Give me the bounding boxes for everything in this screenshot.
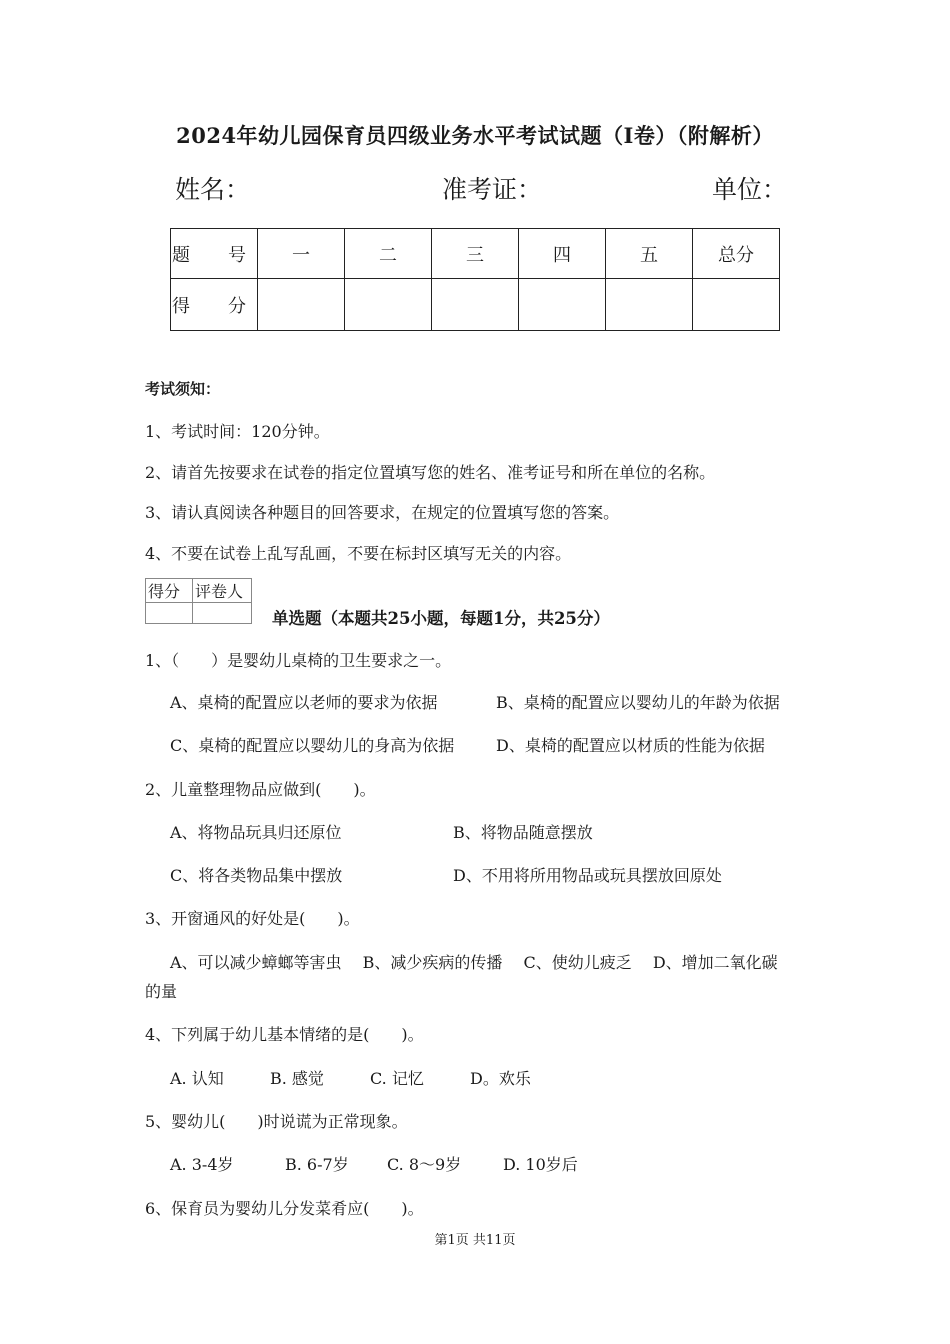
score-header-cell: 三 bbox=[432, 229, 519, 279]
notice-item: 1、考试时间：120分钟。 bbox=[145, 422, 330, 441]
question-option: D. 10岁后 bbox=[503, 1155, 578, 1174]
question-option: A、桌椅的配置应以老师的要求为依据 bbox=[170, 693, 438, 712]
page-title: 2024年幼儿园保育员四级业务水平考试试题（I卷）（附解析） bbox=[176, 123, 774, 148]
grader-name-cell bbox=[193, 603, 252, 624]
score-header-cell: 四 bbox=[519, 229, 606, 279]
question-option: A. 认知 bbox=[170, 1069, 224, 1088]
score-cell bbox=[519, 279, 606, 331]
question-options-line: A、可以减少蟑螂等害虫 B、减少疾病的传播 C、使幼儿疲乏 D、增加二氧化碳 bbox=[170, 953, 778, 972]
notice-heading: 考试须知： bbox=[145, 380, 221, 398]
score-header-cell: 二 bbox=[345, 229, 432, 279]
question-option: C. 记忆 bbox=[370, 1069, 424, 1088]
question-option: D、不用将所用物品或玩具摆放回原处 bbox=[453, 866, 722, 885]
score-cell bbox=[432, 279, 519, 331]
question-option: C、将各类物品集中摆放 bbox=[170, 866, 343, 885]
exam-id-field-label: 准考证： bbox=[442, 175, 543, 204]
question-option: C. 8～9岁 bbox=[387, 1155, 462, 1174]
question-stem: 4、下列属于幼儿基本情绪的是( )。 bbox=[145, 1025, 424, 1044]
notice-item: 4、不要在试卷上乱写乱画，不要在标封区填写无关的内容。 bbox=[145, 544, 572, 563]
score-table-score-row bbox=[171, 279, 780, 331]
score-cell bbox=[258, 279, 345, 331]
question-stem: 2、儿童整理物品应做到( )。 bbox=[145, 780, 376, 799]
grader-box bbox=[145, 578, 252, 624]
grader-name-label: 评卷人 bbox=[193, 579, 252, 603]
question-stem: 1、（ ）是婴幼儿桌椅的卫生要求之一。 bbox=[145, 651, 452, 670]
score-header-cell: 总分 bbox=[693, 229, 780, 279]
score-header-cell: 一 bbox=[258, 229, 345, 279]
score-table-header-row bbox=[171, 229, 780, 279]
section-title: 单选题（本题共25小题，每题1分，共25分） bbox=[272, 609, 610, 628]
question-stem: 3、开窗通风的好处是( )。 bbox=[145, 909, 360, 928]
grader-score-label: 得分 bbox=[146, 579, 193, 603]
score-table bbox=[170, 228, 780, 331]
name-field-label: 姓名： bbox=[175, 175, 251, 204]
score-header-cell: 五 bbox=[606, 229, 693, 279]
notice-item: 3、请认真阅读各种题目的回答要求，在规定的位置填写您的答案。 bbox=[145, 503, 620, 522]
question-option: B. 感觉 bbox=[270, 1069, 324, 1088]
page-footer: 第1页 共11页 bbox=[434, 1233, 516, 1248]
score-cell bbox=[606, 279, 693, 331]
question-options-wrap: 的量 bbox=[145, 982, 178, 1001]
question-option: A. 3-4岁 bbox=[170, 1155, 234, 1174]
question-option: C、桌椅的配置应以婴幼儿的身高为依据 bbox=[170, 736, 455, 755]
score-cell bbox=[693, 279, 780, 331]
unit-field-label: 单位： bbox=[712, 175, 788, 204]
question-option: A、将物品玩具归还原位 bbox=[170, 823, 342, 842]
notice-item: 2、请首先按要求在试卷的指定位置填写您的姓名、准考证号和所在单位的名称。 bbox=[145, 463, 716, 482]
grader-score-cell bbox=[146, 603, 193, 624]
question-option: B、桌椅的配置应以婴幼儿的年龄为依据 bbox=[496, 693, 780, 712]
question-option: D。欢乐 bbox=[470, 1069, 531, 1088]
question-option: B、将物品随意摆放 bbox=[453, 823, 593, 842]
question-stem: 5、婴幼儿( )时说谎为正常现象。 bbox=[145, 1112, 408, 1131]
question-option: B. 6-7岁 bbox=[285, 1155, 349, 1174]
question-stem: 6、保育员为婴幼儿分发菜肴应( )。 bbox=[145, 1199, 424, 1218]
score-header-cell: 题 号 bbox=[171, 229, 258, 279]
score-cell bbox=[345, 279, 432, 331]
score-row-label: 得 分 bbox=[171, 279, 258, 331]
question-option: D、桌椅的配置应以材质的性能为依据 bbox=[496, 736, 765, 755]
